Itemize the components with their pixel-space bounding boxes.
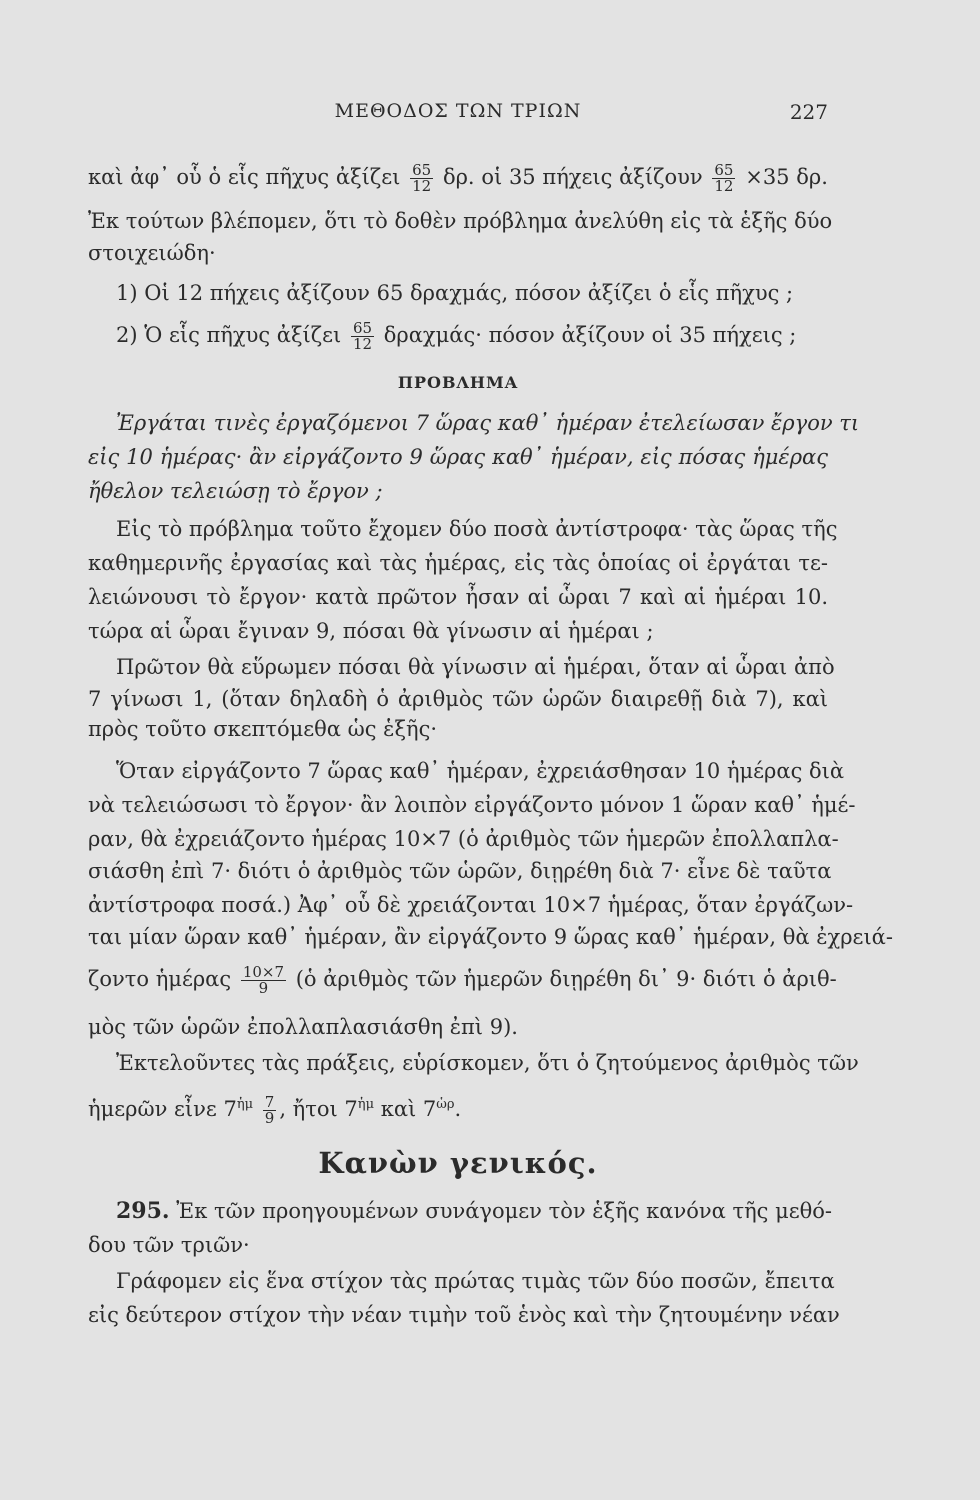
problem-heading: ΠΡΟΒΛΗΜΑ	[397, 373, 519, 392]
fraction	[712, 163, 735, 194]
fraction-numerator: 65	[714, 161, 734, 179]
fraction	[263, 1095, 277, 1126]
text-line: Ἐκ τούτων βλέπομεν, ὅτι τὸ δοθὲν πρόβλημα ἀνελύθη εἰς τὰ ἑξῆς δύο	[88, 209, 833, 233]
text-line: σιάσθη ἐπὶ 7· διότι ὁ ἀριθμὸς τῶν ὡρῶν, διῃρέθη διὰ 7· εἶνε δὲ ταῦτα	[88, 859, 832, 883]
text-line: τώρα αἱ ὧραι ἔγιναν 9, πόσαι θὰ γίνωσιν αἱ ἡμέραι ;	[88, 619, 654, 643]
text-line: εἰς 10 ἡμέρας· ἂν εἰργάζοντο 9 ὥρας καθ᾽ ἡμέραν, εἰς πόσας ἡμέρας	[88, 445, 828, 469]
abbreviation: ὡρ	[436, 1097, 455, 1112]
text-run: ζοντο ἡμέρας	[88, 967, 232, 991]
text-line: ραν, θὰ ἐχρειάζοντο ἡμέρας 10×7 (ὁ ἀριθμὸς τῶν ἡμερῶν ἐπολλαπλα-	[88, 827, 839, 851]
text-run: δρ. οἱ 35 πήχεις ἀξίζουν	[442, 165, 703, 189]
text-line: Ὅταν εἰργάζοντο 7 ὥρας καθ᾽ ἡμέραν, ἐχρειάσθησαν 10 ἡμέρας διὰ	[116, 759, 845, 783]
text-run: Ἐκ τῶν προηγουμένων συνάγομεν τὸν ἑξῆς κανόνα τῆς μεθό-	[176, 1199, 833, 1223]
fraction-denominator: 9	[264, 1109, 275, 1127]
fraction-denominator: 12	[352, 335, 373, 353]
page-number: 227	[789, 100, 828, 124]
running-title: ΜΕΘΟΔΟΣ ΤΩΝ ΤΡΙΩΝ	[334, 100, 582, 122]
page-header	[88, 100, 828, 130]
fraction-numerator: 65	[412, 161, 432, 179]
text-line: ται μίαν ὥραν καθ᾽ ἡμέραν, ἂν εἰργάζοντο 9 ὥρας καθ᾽ ἡμέραν, θὰ ἐχρειά-	[88, 925, 893, 949]
fraction	[241, 965, 286, 996]
numbered-item: 1) Οἱ 12 πήχεις ἀξίζουν 65 δραχμάς, πόσον ἀξίζει ὁ εἷς πῆχυς ;	[116, 281, 794, 305]
fraction-denominator: 12	[714, 177, 734, 195]
text-line: Ἐργάται τινὲς ἐργαζόμενοι 7 ὥρας καθ᾽ ἡμέραν ἐτελείωσαν ἔργον τι	[116, 411, 860, 435]
text-run: 2) Ὁ εἷς πῆχυς ἀξίζει	[116, 323, 342, 347]
abbreviation: ἡμ	[236, 1097, 254, 1112]
text-run: , ἤτοι 7	[279, 1097, 358, 1121]
fraction-denominator: 12	[412, 177, 432, 195]
numbered-item	[116, 320, 828, 352]
text-line: ἀντίστροφα ποσά.) Ἀφ᾽ οὗ δὲ χρειάζονται 10×7 ἡμέρας, ὅταν ἐργάζων-	[88, 893, 854, 917]
abbreviation: ἡμ	[357, 1097, 375, 1112]
text-line	[88, 162, 828, 194]
fraction-numerator: 65	[352, 319, 373, 337]
text-run: (ὁ ἀριθμὸς τῶν ἡμερῶν διῃρέθη δι᾽ 9· διότι ὁ ἀριθ-	[295, 967, 837, 991]
fraction	[351, 321, 374, 352]
text-line: Πρῶτον θὰ εὕρωμεν πόσαι θὰ γίνωσιν αἱ ἡμέραι, ὅταν αἱ ὧραι ἀπὸ	[116, 655, 835, 679]
text-line: καθημερινῆς ἐργασίας καὶ τὰς ἡμέρας, εἰς τὰς ὁποίας οἱ ἐργάται τε-	[88, 551, 828, 575]
text-line: μὸς τῶν ὡρῶν ἐπολλαπλασιάσθη ἐπὶ 9).	[88, 1015, 518, 1039]
fraction-numerator: 10×7	[242, 963, 285, 981]
text-run: καὶ 7	[374, 1097, 437, 1121]
section-heading: Κανὼν γενικός.	[318, 1146, 598, 1180]
fraction	[410, 163, 433, 194]
fraction-denominator: 9	[258, 979, 269, 997]
text-run: ἡμερῶν εἶνε 7	[88, 1097, 237, 1121]
fraction-numerator: 7	[264, 1093, 275, 1111]
text-run: καὶ ἀφ᾽ οὗ ὁ εἷς πῆχυς ἀξίζει	[88, 165, 401, 189]
text-run: ×35 δρ.	[745, 165, 828, 189]
text-line: εἰς δεύτερον στίχον τὴν νέαν τιμὴν τοῦ ἑνὸς καὶ τὴν ζητουμένην νέαν	[88, 1303, 840, 1327]
text-line: Ἐκτελοῦντες τὰς πράξεις, εὑρίσκομεν, ὅτι ὁ ζητούμενος ἀριθμὸς τῶν	[116, 1051, 859, 1075]
paragraph-number: 295.	[116, 1198, 170, 1224]
text-line: ἤθελον τελειώσῃ τὸ ἔργον ;	[88, 479, 383, 503]
text-line: Γράφομεν εἰς ἕνα στίχον τὰς πρώτας τιμὰς τῶν δύο ποσῶν, ἔπειτα	[116, 1269, 835, 1293]
text-line: νὰ τελειώσωσι τὸ ἔργον· ἂν λοιπὸν εἰργάζοντο μόνον 1 ὥραν καθ᾽ ἡμέ-	[88, 793, 856, 817]
text-line: Εἰς τὸ πρόβλημα τοῦτο ἔχομεν δύο ποσὰ ἀντίστροφα· τὰς ὥρας τῆς	[116, 517, 838, 541]
numbered-paragraph	[116, 1196, 833, 1226]
text-run: δραχμάς· πόσον ἀξίζουν οἱ 35 πήχεις ;	[383, 323, 797, 347]
text-line: λειώνουσι τὸ ἔργον· κατὰ πρῶτον ἦσαν αἱ ὧραι 7 καὶ αἱ ἡμέραι 10.	[88, 585, 828, 609]
text-line	[88, 963, 837, 997]
text-line: στοιχειώδη·	[88, 241, 216, 265]
text-line: 7 γίνωσι 1, (ὅταν δηλαδὴ ὁ ἀριθμὸς τῶν ὡρῶν διαιρεθῇ διὰ 7), καὶ	[88, 687, 828, 711]
text-line: δου τῶν τριῶν·	[88, 1233, 250, 1257]
text-run: .	[454, 1097, 462, 1121]
text-line: πρὸς τοῦτο σκεπτόμεθα ὡς ἑξῆς·	[88, 717, 438, 741]
text-line	[88, 1090, 828, 1126]
